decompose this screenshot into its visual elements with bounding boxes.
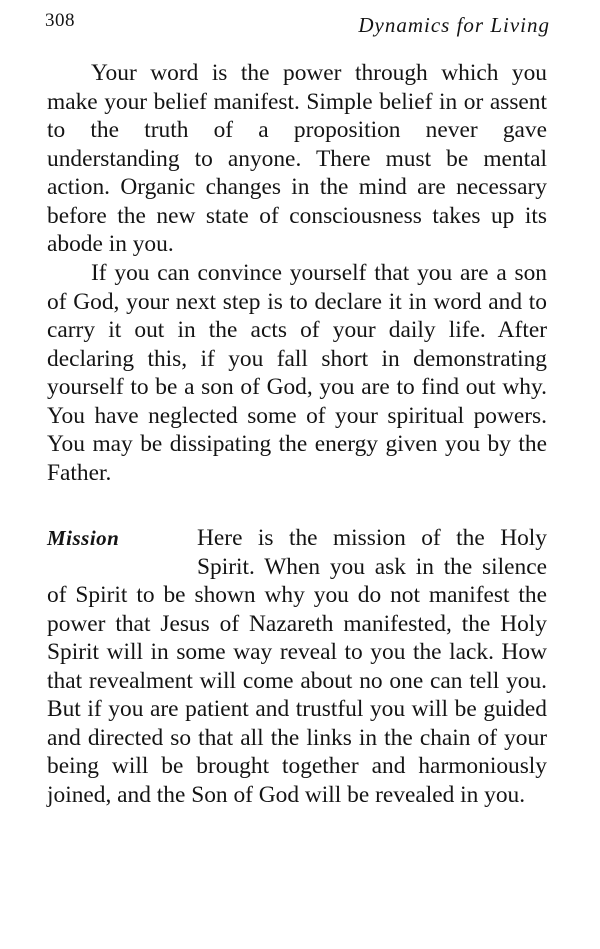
body-paragraph: If you can convince yourself that you are a son of God, your next step is to declare it in word and to carry it out in the acts of your daily life. After declaring this, if you fall short in demonstrating yourself to be a son of God, you are to find out why. You have neglected some of your spiritual powers. You may be dissipating the energy given you by the Father. <box>47 260 547 486</box>
body-paragraph-2-block <box>47 259 547 487</box>
section-paragraph: Here is the mission of the Holy Spirit. When you ask in the silence of Spirit to be shown why you do not manifest the power that Jesus of Nazareth manifested, the Holy Spirit will in some way reveal to you the lack. How that revealment will come about no one can tell you. But if you are patient and trustful you will be guided and directed so that all the links in the chain of your being will be brought together and harmoniously joined, and the Son of God will be revealed in you. <box>47 525 547 808</box>
body-paragraph-1-block <box>47 59 547 259</box>
page-number: 308 <box>45 10 75 31</box>
mission-section <box>47 524 547 809</box>
body-paragraph: Your word is the power through which you make your belief manifest. Simple belief in or assent to the truth of a proposition never gave understanding to anyone. There must be mental action. Organic changes in the mind are necessary before the new state of consciousness takes up its abode in you. <box>47 60 547 257</box>
running-title: Dynamics for Living <box>358 13 550 37</box>
section-heading: Mission <box>47 526 120 550</box>
